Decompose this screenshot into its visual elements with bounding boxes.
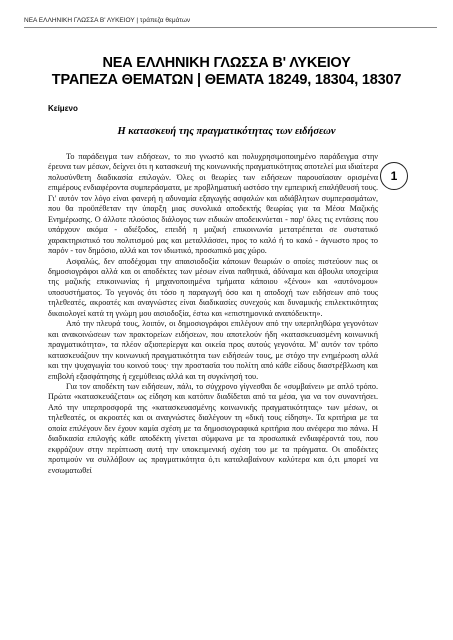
- header-rule: [24, 27, 437, 28]
- document-title-line2: ΤΡΑΠΕΖΑ ΘΕΜΑΤΩΝ | ΘΕΜΑΤΑ 18249, 18304, 18307: [51, 72, 402, 88]
- article-body: [48, 152, 378, 476]
- paragraph: Το παράδειγμα των ειδήσεων, το πιο γνωστό και πολυχρησιμοποιημένο παράδειγμα στην έρευνα των μέσων, δείχνει ότι η κατασκευή της κοινωνικής πραγματικότητας αποτελεί μια ιδιαίτερα πολυσύνθετη διαδικασία επιλογών. Όλες οι θεωρίες των ειδήσεων παρουσίασαν ορισμένα επιμέρους ενδιαφέροντα συμπεράσματα, με προβληματική ωστόσο την εμπειρική επαλήθευσή τους. Γι' αυτόν τον λόγο είναι φανερή η αδυναμία εξαγωγής ασφαλών και αδιάβλητων συμπερασμάτων, που θα προϋπέθεταν την ύπαρξη μιας συνολικά αποδεκτής θεωρίας για τα Μέσα Μαζικής Ενημέρωσης. Ο άλλοτε πλούσιος διάλογος των ειδικών αποδεικνύεται - παρ' όλες τις εντάσεις που υπάρχουν ακόμα - αδιέξοδος, επειδή η μαζική επικοινωνία μετατρέπεται σε συστατικό χαρακτηριστικό του πολιτισμού μας και μεταλλάσσει, προς το καλό ή το κακό - άγνωστο προς το παρόν - τον δημόσιο, αλλά και τον ιδιωτικό, προσωπικό μας χώρο.: [48, 152, 378, 256]
- paragraph: Για τον αποδέκτη των ειδήσεων, πάλι, το σύγχρονο γίγνεσθαι δε «συμβαίνει» με απλό τρόπο. Πρώτα «κατασκευάζεται» ως είδηση και κατόπιν διαδίδεται από τα μέσα, για να τον συναντήσει. Από την υπερπροσφορά της «κατασκευασμένης κοινωνικής πραγματικότητας» των μέσων, οι τηλεθεατές, οι ακροατές και οι αναγνώστες διαλέγουν τη «δική τους είδηση». Τα κριτήρια με τα οποία επιλέγουν δεν έχουν καμία σχέση με τα δημοσιογραφικά κριτήρια που ανέφερα πιο πάνω. Η διαδικασία επιλογής κάθε αποδέκτη γίνεται σύμφωνα με τα προσωπικά ενδιαφέροντά του, που εκφράζουν στην περίπτωση αυτή την υποκειμενική σχέση του με τα πράγματα. Οι αποδέκτες προτιμούν να συλλάβουν ως πραγματικότητα ό,τι καταλαβαίνουν καλύτερα και ό,τι μπορεί να ενσωματωθεί: [48, 381, 378, 475]
- document-title-line1: ΝΕΑ ΕΛΛΗΝΙΚΗ ΓΛΩΣΣΑ Β' ΛΥΚΕΙΟΥ: [102, 55, 351, 71]
- article-title: Η κατασκευή της πραγματικότητας των ειδήσεων: [117, 126, 336, 137]
- paragraph: Από την πλευρά τους, λοιπόν, οι δημοσιογράφοι επιλέγουν από την υπερπληθώρα γεγονότων και ανακοινώσεων των πρακτορείων ειδήσεων, που αποτελούν ήδη «κατασκευασμένη κοινωνική πραγματικότητα», τα πλέον αξιοπερίεργα και οικεία προς αυτούς γεγονότα. Μ' αυτόν τον τρόπο κατασκευάζουν την κοινωνική πραγματικότητα των ειδήσεών τους, με στόχο την ενημέρωση αλλά και την ψυχαγωγία του κοινού τους· την προστασία του πολίτη από κάθε είδους διαστρέβλωση και επιβολή εξασφάτησης ή εχεμύθειας αλλά και τη συγκίνησή του.: [48, 319, 378, 381]
- running-head: ΝΕΑ ΕΛΛΗΝΙΚΗ ΓΛΩΣΣΑ Β' ΛΥΚΕΙΟΥ | τράπεζα θεμάτων: [24, 17, 191, 24]
- paragraph: Ασφαλώς, δεν αποδέχομαι την απαισιοδοξία κάποιων θεωριών ο οποίες πιστεύουν πως οι δημοσιογράφοι αλλά και οι αποδέκτες των μέσων είναι παθητικά, άδύναμα και άβουλα υποχείρια της μαζικής επικοινωνίας ή μηχανοποιημένα τμήματα κάποιου «ξένου» και «αυτόνομου» υποσυστήματος. Το γεγονός ότι τόσο η παραγωγή όσο και η αποδοχή των ειδήσεων από τους τηλεθεατές, ακροατές και αναγνώστες είναι διαδικασίες συνεχούς και δυναμικής επιλεκτικότητας δικαιολογεί κατά τη γνώμη μου αισιοδοξία, έστω και «επιστημονικά αναπόδεικτη».: [48, 256, 378, 318]
- page-number-badge: 1: [380, 162, 408, 190]
- section-label: Κείμενο: [48, 104, 78, 113]
